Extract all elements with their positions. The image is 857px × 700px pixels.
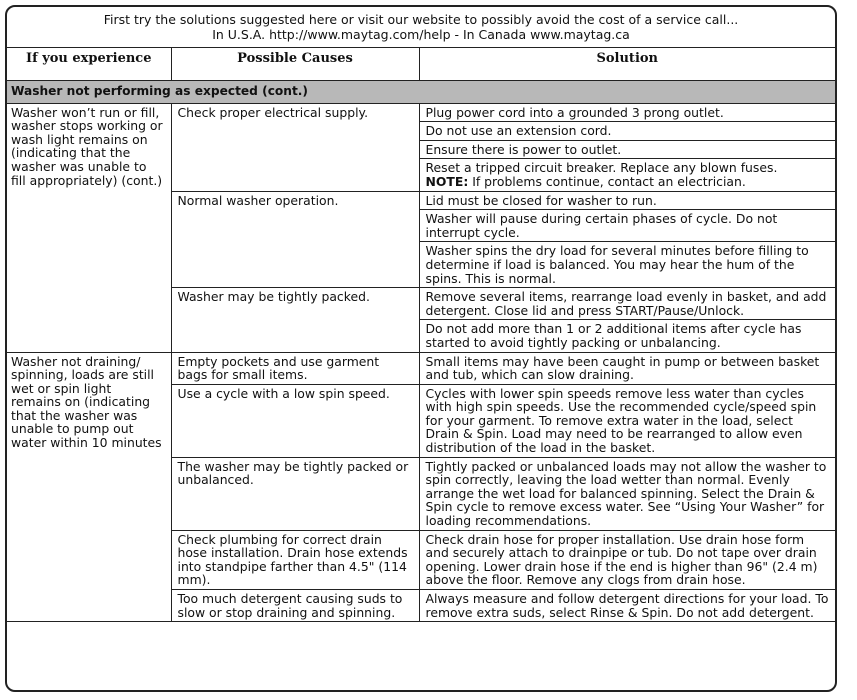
experience-cell: Washer won’t run or fill, washer stops working or wash light remains on (indicating that the washer was unable to fill appropriately) (cont.) (7, 103, 171, 352)
section-title: Washer not performing as expected (cont.) (7, 81, 835, 104)
header-solution: Solution (419, 48, 835, 81)
solution-cell: Ensure there is power to outlet. (419, 140, 835, 159)
solution-cell: Remove several items, rearrange load evenly in basket, and add detergent. Close lid and press START/Pause/Unlock. (419, 288, 835, 320)
cause-cell: Check plumbing for correct drain hose installation. Drain hose extends into standpipe farther than 4.5" (114 mm). (171, 530, 419, 589)
troubleshooting-table (7, 48, 835, 622)
solution-cell: Cycles with lower spin speeds remove less water than cycles with high spin speeds. Use the recommended cycle/speed spin for your garment. To remove extra water in the load, select Drain & Spin. Load may need to be rearranged to allow even distribution of the load in the basket. (419, 384, 835, 457)
solution-cell (419, 159, 835, 191)
header-causes: Possible Causes (171, 48, 419, 81)
solution-cell: Tightly packed or unbalanced loads may not allow the washer to spin correctly, leaving the load wetter than normal. Evenly arrange the wet load for balanced spinning. Select the Drain & Spin cycle to remove excess water. See “Using Your Washer” for loading recommendations. (419, 457, 835, 530)
note-label: NOTE: (425, 173, 469, 189)
table-row (7, 103, 835, 122)
note-text: If problems continue, contact an electrician. (468, 173, 746, 189)
cause-cell: Too much detergent causing suds to slow or stop draining and spinning. (171, 590, 419, 622)
solution-cell: Small items may have been caught in pump or between basket and tub, which can slow draining. (419, 352, 835, 384)
solution-cell: Lid must be closed for washer to run. (419, 191, 835, 210)
banner-line-2: In U.S.A. http://www.maytag.com/help - In Canada www.maytag.ca (212, 27, 630, 42)
solution-cell: Plug power cord into a grounded 3 prong outlet. (419, 103, 835, 122)
table-row (7, 352, 835, 384)
header-row (7, 48, 835, 81)
solution-cell: Washer spins the dry load for several minutes before filling to determine if load is balanced. You may hear the hum of the spins. This is normal. (419, 242, 835, 288)
cause-cell: The washer may be tightly packed or unbalanced. (171, 457, 419, 530)
cause-cell: Normal washer operation. (171, 191, 419, 288)
experience-cell: Washer not draining/ spinning, loads are still wet or spin light remains on (indicating that the washer was unable to pump out water within 10 minutes (7, 352, 171, 622)
cause-cell: Empty pockets and use garment bags for small items. (171, 352, 419, 384)
cause-cell: Washer may be tightly packed. (171, 288, 419, 352)
solution-cell: Check drain hose for proper installation. Use drain hose form and securely attach to drainpipe or tub. Do not tape over drain opening. Lower drain hose if the end is higher than 96" (2.4 m) above the floor. Remove any clogs from drain hose. (419, 530, 835, 589)
cause-cell: Check proper electrical supply. (171, 103, 419, 191)
solution-cell: Always measure and follow detergent directions for your load. To remove extra suds, select Rinse & Spin. Do not add detergent. (419, 590, 835, 622)
solution-cell: Do not add more than 1 or 2 additional items after cycle has started to avoid tightly packing or unbalancing. (419, 320, 835, 352)
cause-cell: Use a cycle with a low spin speed. (171, 384, 419, 457)
banner-line-1: First try the solutions suggested here or visit our website to possibly avoid the cost of a service call... (103, 12, 739, 27)
banner (7, 7, 835, 48)
solution-text: Reset a tripped circuit breaker. Replace any blown fuses. (425, 160, 778, 176)
troubleshooting-panel (5, 5, 837, 692)
solution-cell: Do not use an extension cord. (419, 122, 835, 141)
header-experience: If you experience (7, 48, 171, 81)
solution-cell: Washer will pause during certain phases of cycle. Do not interrupt cycle. (419, 210, 835, 242)
section-row (7, 81, 835, 104)
